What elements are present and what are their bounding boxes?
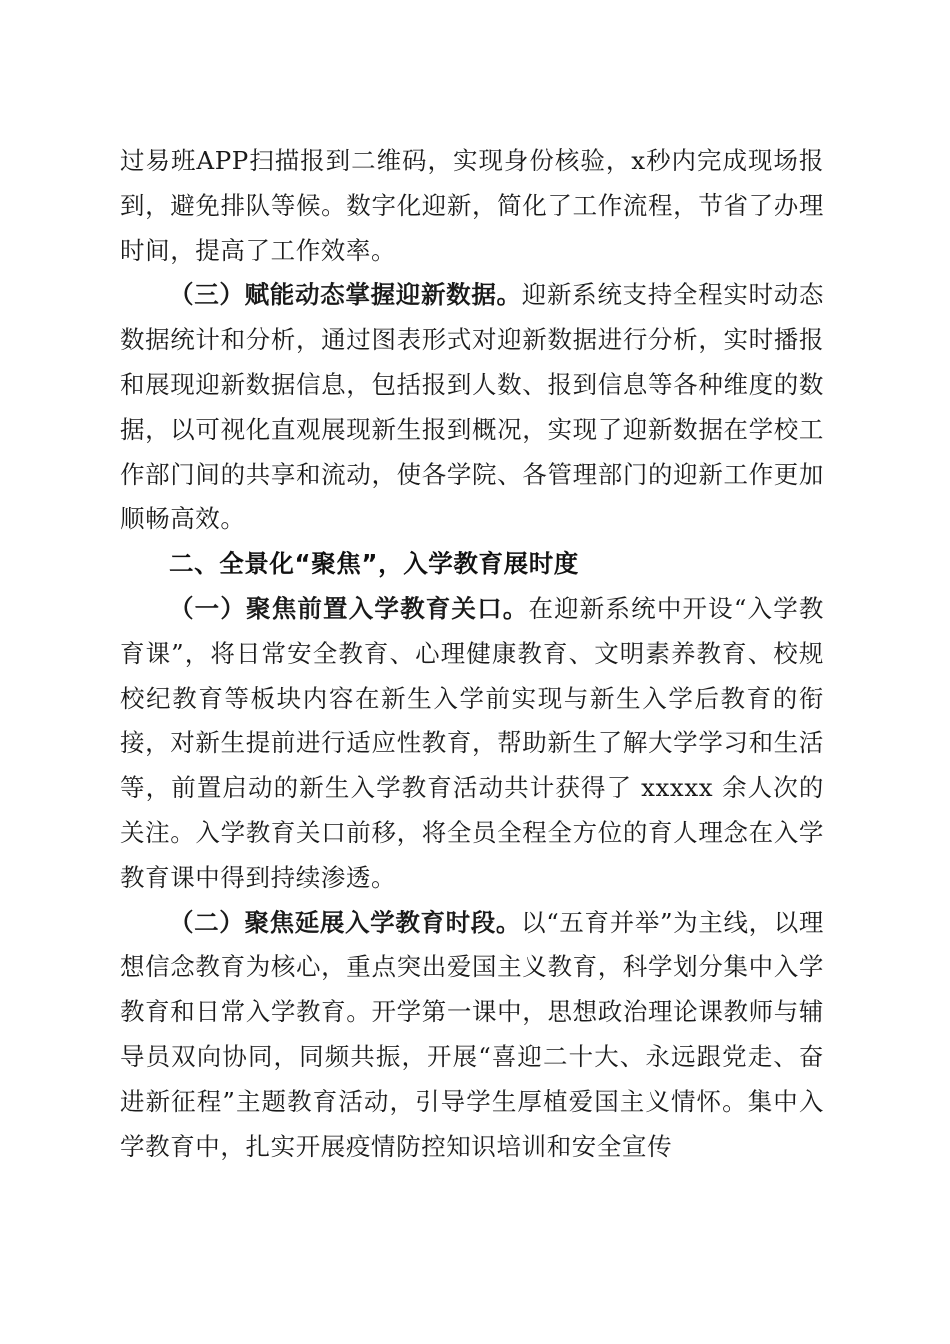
document-body <box>120 139 824 1169</box>
paragraph-body: 迎新系统支持全程实时动态数据统计和分析，通过图表形式对迎新数据进行分析，实时播报和展现迎新数据信息，包括报到人数、报到信息等各种维度的数据，以可视化直观展现新生报到概况，实现了迎新数据在学校工作部门间的共享和流动，使各学院、各管理部门的迎新工作更加顺畅高效。 <box>120 280 825 534</box>
paragraph-lead: （三）赋能动态掌握迎新数据。 <box>169 280 522 310</box>
paragraph-continued: 过易班APP扫描报到二维码，实现身份核验，x秒内完成现场报到，避免排队等候。数字化迎新，简化了工作流程，节省了办理时间，提高了工作效率。 <box>120 146 824 265</box>
paragraph-body: 以“五育并举”为主线，以理想信念教育为核心，重点突出爱国主义教育，科学划分集中入学教育和日常入学教育。开学第一课中，思想政治理论课教师与辅导员双向协同，同频共振，开展“喜迎二十大、永远跟党走、奋进新征程”主题教育活动，引导学生厚植爱国主义情怀。集中入学教育中，扎实开展疫情防控知识培训和安全宣传 <box>120 907 824 1161</box>
paragraph-lead: （一）聚焦前置入学教育关口。 <box>169 593 529 623</box>
paragraph-front-education <box>120 587 824 901</box>
paragraph-lead: （二）聚焦延展入学教育时段。 <box>169 907 522 937</box>
paragraph-extended-education <box>120 901 824 1170</box>
section-heading: 二、全景化“聚焦”，入学教育展时度 <box>169 549 579 579</box>
paragraph-body: 在迎新系统中开设“入学教育课”，将日常安全教育、心理健康教育、文明素养教育、校规校纪教育等板块内容在新生入学前实现与新生入学后教育的衔接，对新生提前进行适应性教育，帮助新生了解大学学习和生活等，前置启动的新生入学教育活动共计获得了 xxxxx 余人次的关注。入学教育关口前移，将全员全程全方位的育人理念在入学教育课中得到持续渗透。 <box>120 593 824 892</box>
paragraph-data-analytics <box>120 273 824 542</box>
